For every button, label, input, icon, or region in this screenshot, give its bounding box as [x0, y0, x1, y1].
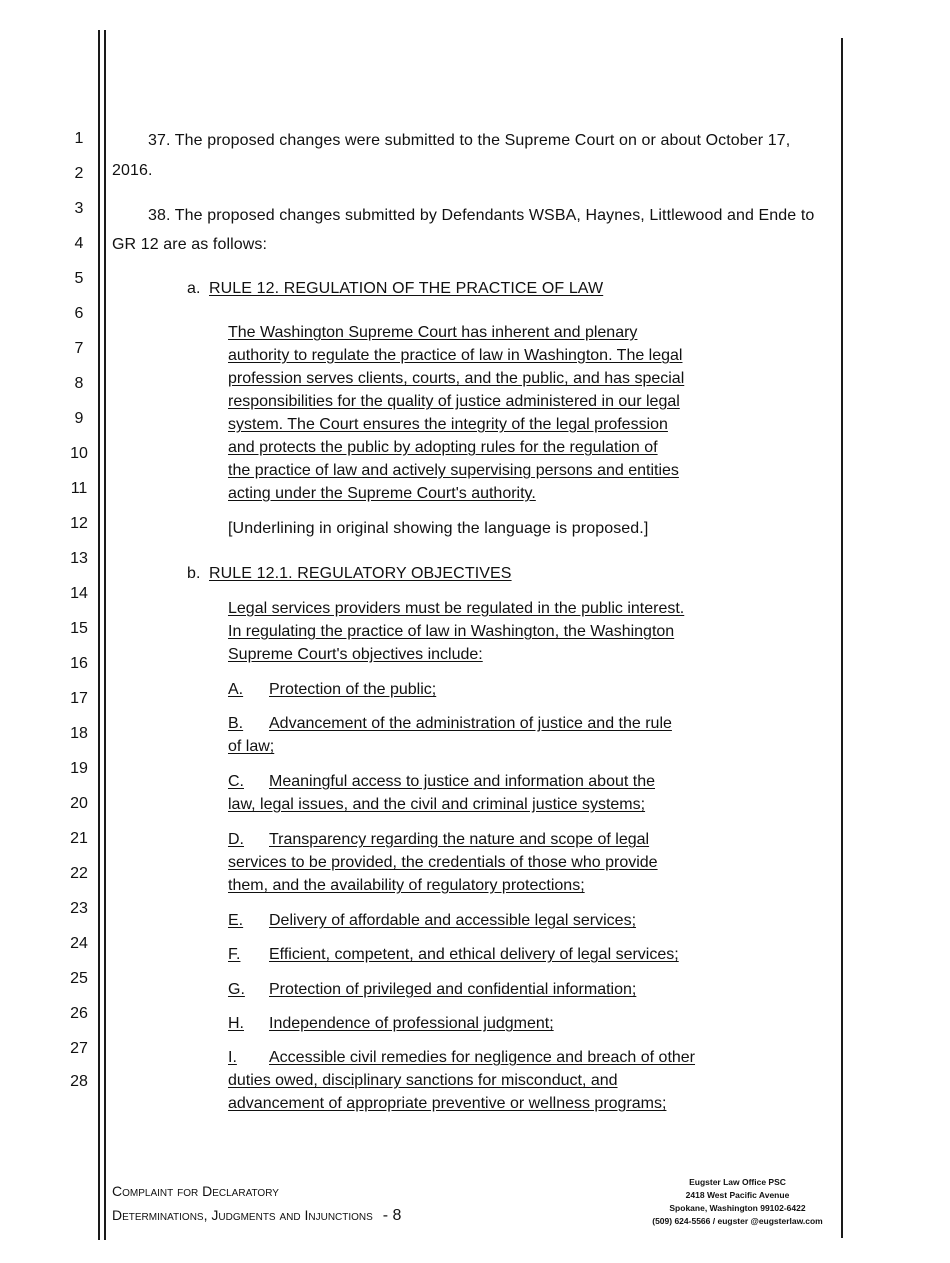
rule-a-heading: RULE 12. REGULATION OF THE PRACTICE OF LAW — [209, 280, 604, 297]
list-item-text: law, legal issues, and the civil and criminal justice systems; — [228, 796, 646, 813]
firm-name: Eugster Law Office PSC — [689, 1177, 786, 1187]
underline-note: [Underlining in original showing the language is proposed.] — [228, 520, 649, 537]
list-item-text: Meaningful access to justice and information about the — [269, 773, 656, 790]
left-margin-rule — [98, 30, 100, 1240]
line-number: 10 — [70, 445, 88, 462]
rule-a-line: acting under the Supreme Court's authority. — [228, 485, 536, 502]
paragraph-38-line-1: 38. The proposed changes submitted by Defendants WSBA, Haynes, Littlewood and Ende to — [148, 207, 815, 224]
firm-address-2: Spokane, Washington 99102-6422 — [669, 1203, 806, 1213]
line-number: 23 — [70, 900, 88, 917]
line-number: 24 — [70, 935, 88, 952]
line-number: 22 — [70, 865, 88, 882]
line-number: 12 — [70, 515, 88, 532]
list-item-letter: C. — [228, 773, 244, 790]
line-number: 11 — [70, 480, 88, 497]
rule-a-line: authority to regulate the practice of law in Washington. The legal — [228, 347, 683, 364]
list-item-text: Protection of the public; — [269, 681, 437, 698]
list-item-text: Transparency regarding the nature and scope of legal — [269, 831, 650, 848]
line-number: 4 — [74, 235, 84, 252]
list-item-letter: F. — [228, 946, 241, 963]
paragraph-37-line-1: 37. The proposed changes were submitted to the Supreme Court on or about October 17, — [148, 132, 791, 149]
list-item-text: advancement of appropriate preventive or wellness programs; — [228, 1095, 667, 1112]
paragraph-37-line-2: 2016. — [112, 162, 153, 179]
line-number: 16 — [70, 655, 88, 672]
list-item-text: Advancement of the administration of justice and the rule — [269, 715, 672, 732]
line-number: 3 — [74, 200, 84, 217]
line-number: 2 — [74, 165, 84, 182]
rule-a-line: the practice of law and actively supervising persons and entities — [228, 462, 679, 479]
line-number: 25 — [70, 970, 88, 987]
line-number: 28 — [70, 1073, 88, 1090]
line-number: 26 — [70, 1005, 88, 1022]
right-margin-rule — [841, 38, 843, 1238]
line-number: 7 — [74, 340, 84, 357]
rule-b-marker: b. — [187, 565, 201, 582]
list-item-letter: A. — [228, 681, 244, 698]
line-number: 15 — [70, 620, 88, 637]
rule-a-marker: a. — [187, 280, 201, 297]
list-item-letter: D. — [228, 831, 244, 848]
list-item-text: of law; — [228, 738, 275, 755]
list-item-text: Protection of privileged and confidential information; — [269, 981, 637, 998]
line-number: 18 — [70, 725, 88, 742]
list-item-letter: E. — [228, 912, 244, 929]
list-item-letter: G. — [228, 981, 245, 998]
firm-contact: (509) 624-5566 / eugster @eugsterlaw.com — [652, 1216, 823, 1226]
line-number: 13 — [70, 550, 88, 567]
rule-a-line: The Washington Supreme Court has inherent and plenary — [228, 324, 638, 341]
line-number: 5 — [74, 270, 84, 287]
line-number: 8 — [74, 375, 84, 392]
rule-a-line: and protects the public by adopting rules for the regulation of — [228, 439, 658, 456]
footer-title-line-1: Complaint for Declaratory — [112, 1183, 279, 1199]
rule-b-heading: RULE 12.1. REGULATORY OBJECTIVES — [209, 565, 512, 582]
line-number: 1 — [74, 130, 84, 147]
rule-a-line: profession serves clients, courts, and the public, and has special — [228, 370, 685, 387]
footer-title-text: Determinations, Judgments and Injunctions — [112, 1207, 373, 1223]
left-margin-rule-inner — [104, 30, 106, 1240]
firm-block — [620, 1176, 855, 1228]
list-item-text: Efficient, competent, and ethical delivery of legal services; — [269, 946, 679, 963]
line-number: 6 — [74, 305, 84, 322]
list-item-text: Independence of professional judgment; — [269, 1015, 554, 1032]
list-item-text: duties owed, disciplinary sanctions for misconduct, and — [228, 1072, 618, 1089]
line-number: 9 — [74, 410, 84, 427]
list-item-text: Delivery of affordable and accessible legal services; — [269, 912, 637, 929]
list-item-letter: H. — [228, 1015, 244, 1032]
line-number: 20 — [70, 795, 88, 812]
line-number: 27 — [70, 1040, 88, 1057]
line-number: 17 — [70, 690, 88, 707]
footer-title-line-2 — [112, 1207, 401, 1225]
rule-a-line: responsibilities for the quality of justice administered in our legal — [228, 393, 680, 410]
rule-b-intro-line: Legal services providers must be regulated in the public interest. — [228, 600, 685, 617]
list-item-text: services to be provided, the credentials of those who provide — [228, 854, 658, 871]
line-number: 19 — [70, 760, 88, 777]
page-number: - 8 — [382, 1207, 402, 1224]
list-item-letter: I. — [228, 1049, 237, 1066]
list-item-text: Accessible civil remedies for negligence and breach of other — [269, 1049, 696, 1066]
paragraph-38-line-2: GR 12 are as follows: — [112, 236, 268, 253]
line-number: 21 — [70, 830, 88, 847]
list-item-letter: B. — [228, 715, 244, 732]
firm-address-1: 2418 West Pacific Avenue — [685, 1190, 790, 1200]
rule-b-intro-line: In regulating the practice of law in Washington, the Washington — [228, 623, 675, 640]
rule-b-intro-line: Supreme Court's objectives include: — [228, 646, 483, 663]
list-item-text: them, and the availability of regulatory protections; — [228, 877, 585, 894]
rule-a-line: system. The Court ensures the integrity of the legal profession — [228, 416, 668, 433]
line-number: 14 — [70, 585, 88, 602]
